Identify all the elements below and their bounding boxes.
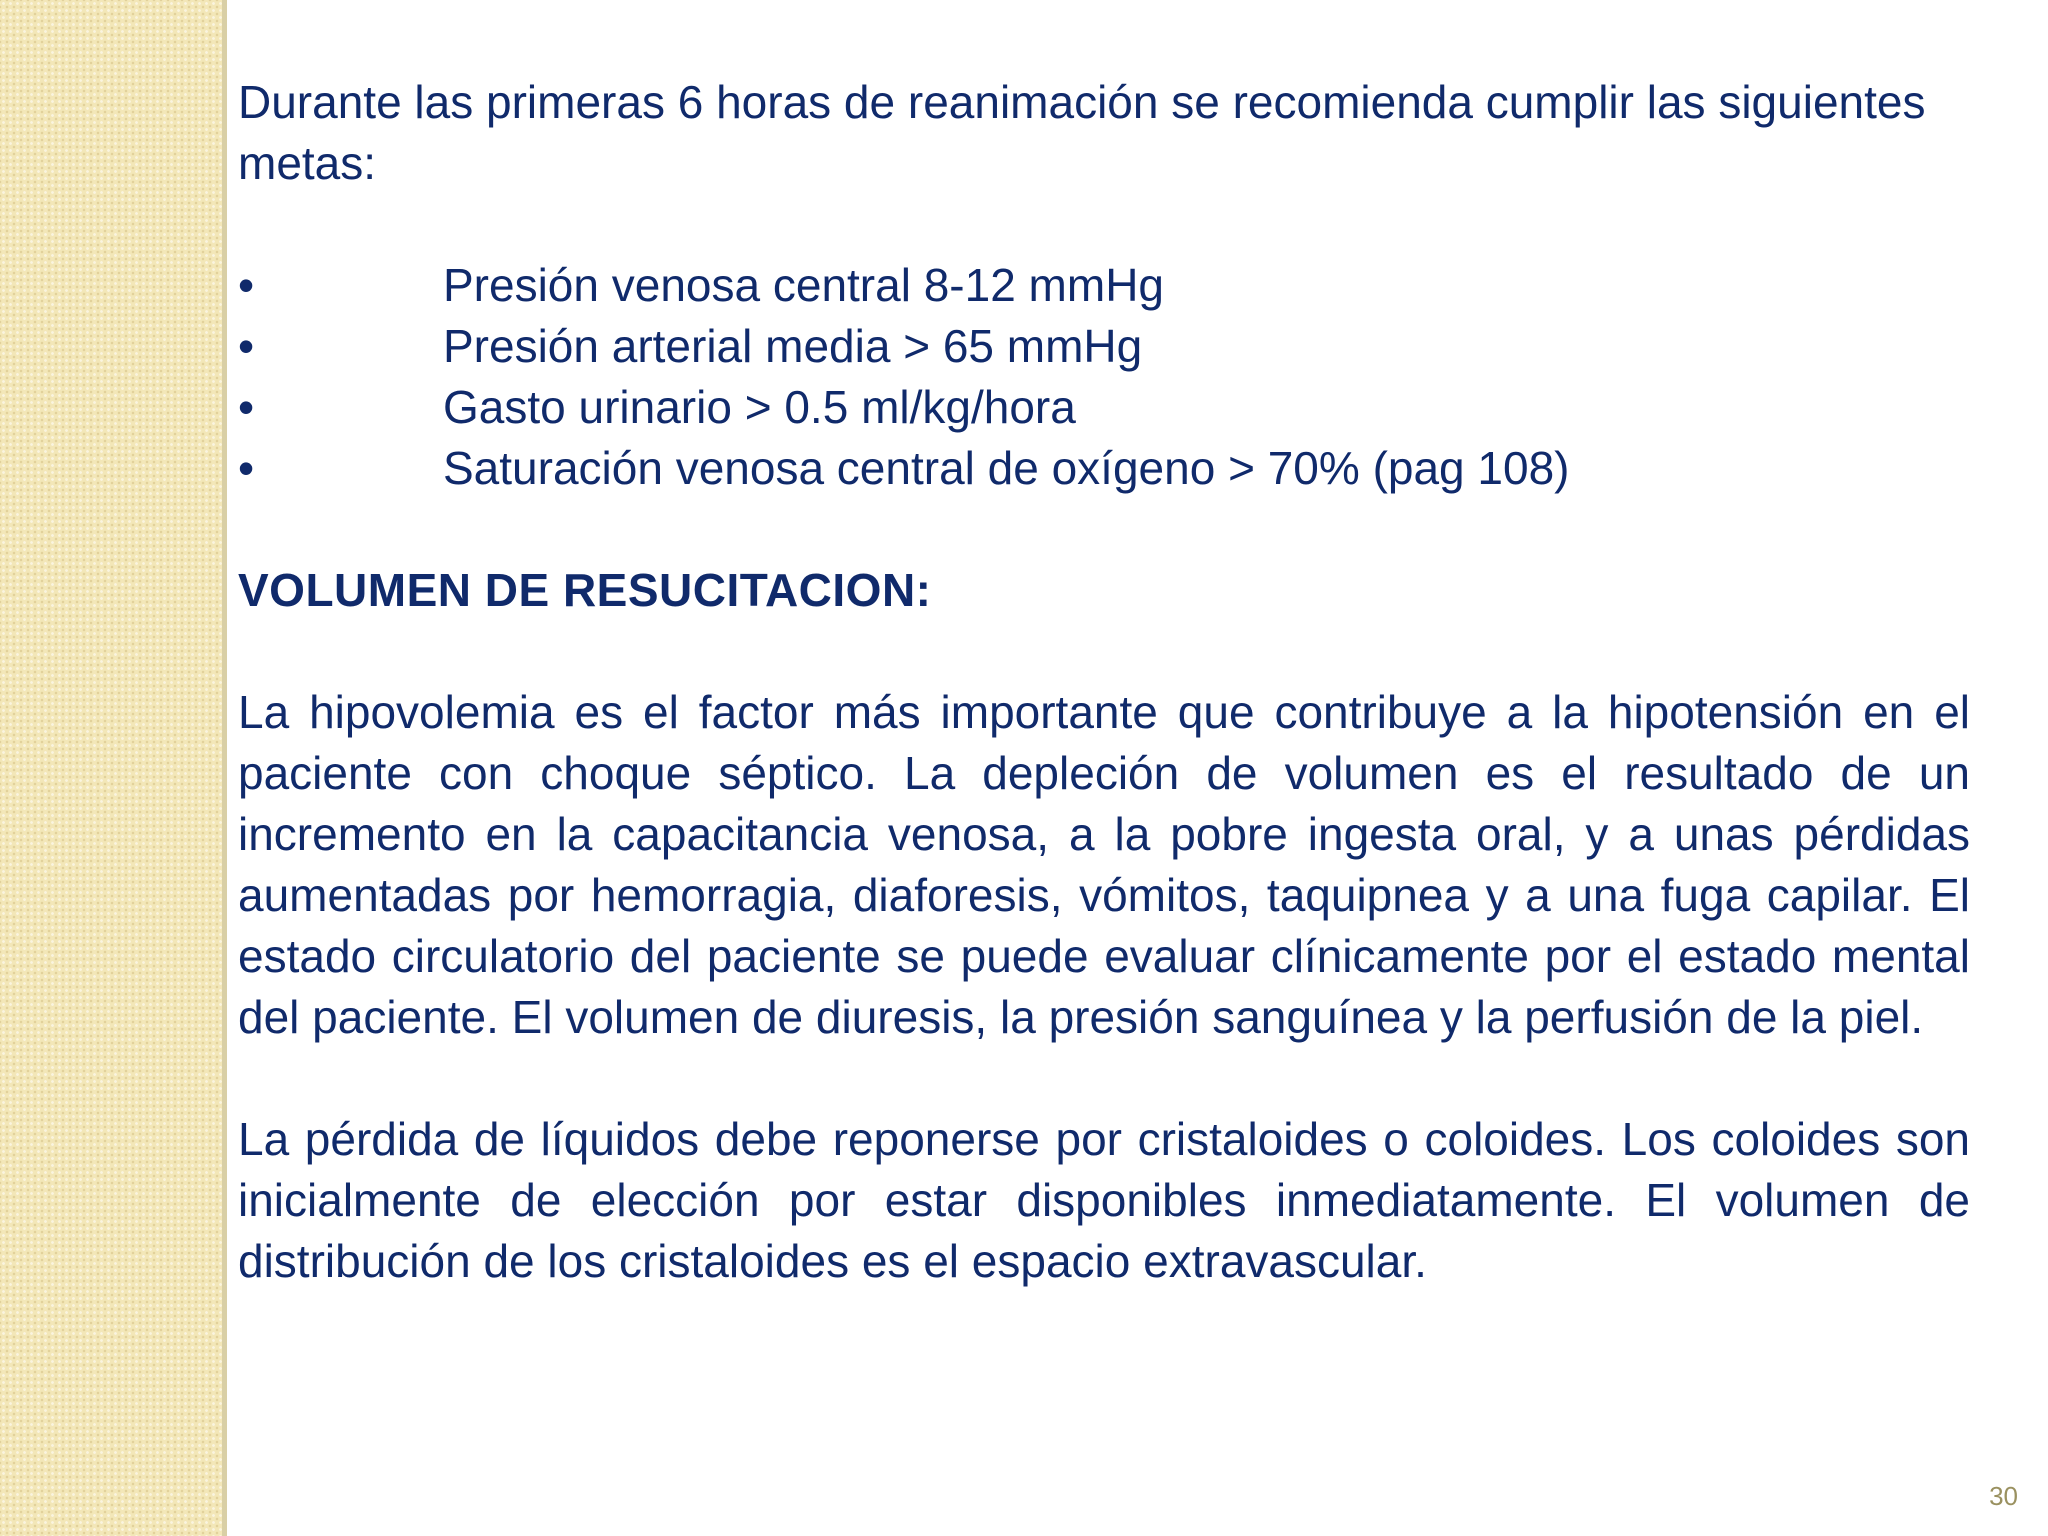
- bullet-icon: •: [238, 320, 255, 372]
- goal-text: Presión arterial media > 65 mmHg: [443, 320, 1143, 372]
- body-paragraph-hipovolemia: La hipovolemia es el factor más importante que contribuye a la hipotensión en el paciente con choque séptico. La depleción de volumen es el resultado de un incremento en la capacitancia venosa, a la pobre ingesta oral, y a unas pérdidas aumentadas por hemorragia, diaforesis, vómitos, taquipnea y a una fuga capilar. El estado circulatorio del paciente se puede evaluar clínicamente por el estado mental del paciente. El volumen de diuresis, la presión sanguínea y la perfusión de la piel.: [238, 686, 1970, 1043]
- slide-content: [238, 72, 1970, 1292]
- goal-item: [238, 316, 1970, 377]
- bullet-icon: •: [238, 442, 255, 494]
- bullet-icon: •: [238, 259, 255, 311]
- page-number: 30: [1989, 1481, 2018, 1511]
- goal-item: [238, 255, 1970, 316]
- goal-text: Saturación venosa central de oxígeno > 70% (pag 108): [443, 442, 1570, 494]
- bullet-icon: •: [238, 381, 255, 433]
- intro-text: Durante las primeras 6 horas de reanimación se recomienda cumplir las siguientes metas:: [238, 76, 1926, 189]
- side-strip-border: [222, 0, 227, 1536]
- decorative-side-strip: [0, 0, 222, 1536]
- goal-text: Presión venosa central 8-12 mmHg: [443, 259, 1164, 311]
- body-paragraph-liquidos: La pérdida de líquidos debe reponerse por cristaloides o coloides. Los coloides son inicialmente de elección por estar disponibles inmediatamente. El volumen de distribución de los cristaloides es el espacio extravascular.: [238, 1113, 1970, 1287]
- goal-text: Gasto urinario > 0.5 ml/kg/hora: [443, 381, 1076, 433]
- goals-list: [238, 255, 1970, 499]
- goal-item: [238, 438, 1970, 499]
- section-heading: VOLUMEN DE RESUCITACION:: [238, 564, 932, 616]
- goal-item: [238, 377, 1970, 438]
